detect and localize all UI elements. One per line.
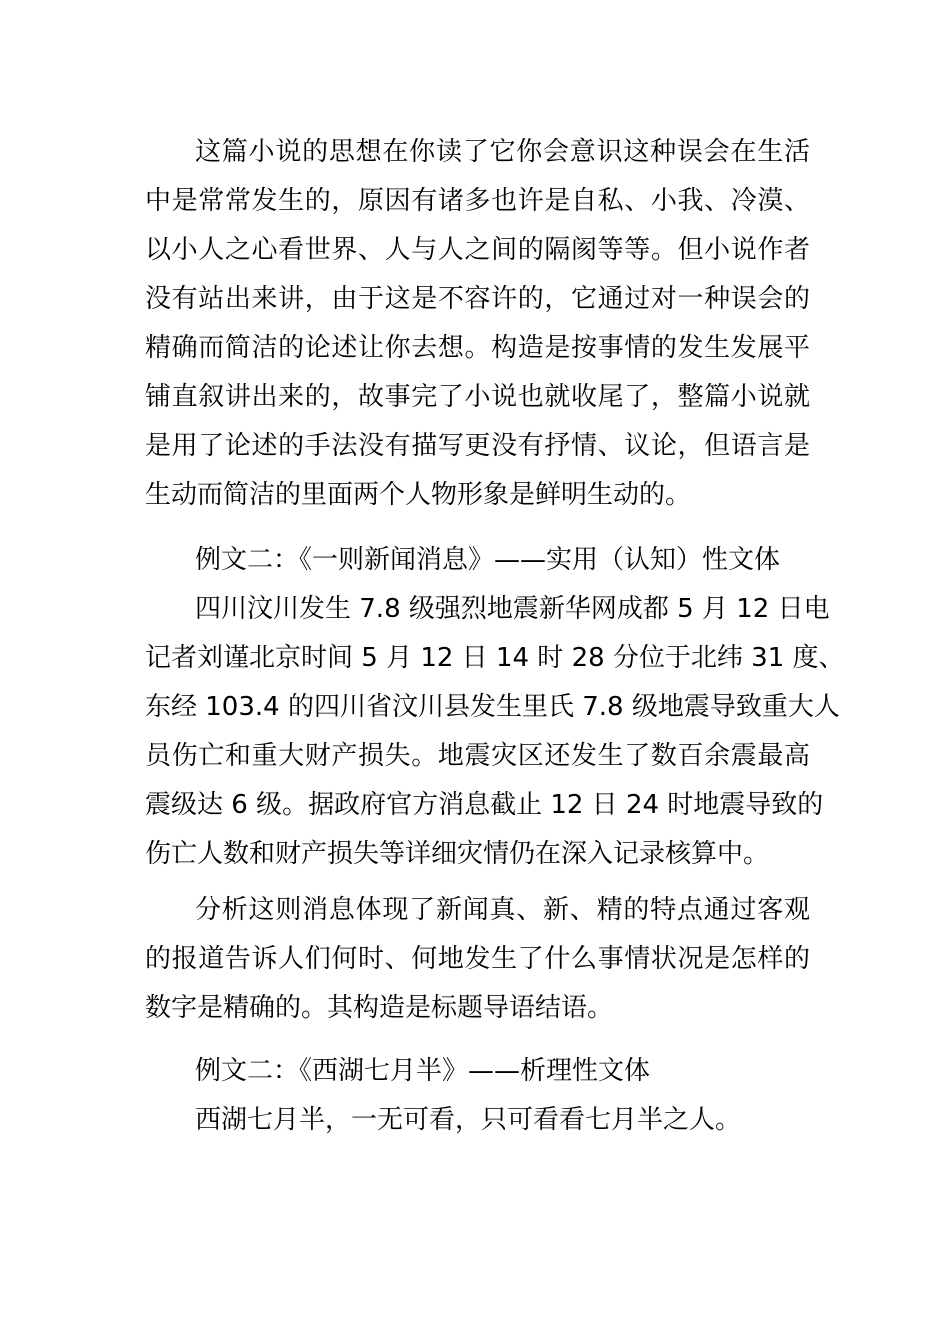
paragraph-1-line-6: 铺直叙讲出来的，故事完了小说也就收尾了，整篇小说就 bbox=[145, 382, 810, 412]
paragraph-1-line-1: 这篇小说的思想在你读了它你会意识这种误会在生活 bbox=[195, 137, 810, 167]
paragraph-1-line-8: 生动而简洁的里面两个人物形象是鲜明生动的。 bbox=[145, 480, 692, 510]
example-heading-news: 例文二：《一则新闻消息》——实用（认知）性文体 bbox=[195, 545, 781, 575]
paragraph-1-line-5: 精确而简洁的论述让你去想。构造是按事情的发生发展平 bbox=[145, 333, 810, 363]
example-heading-xihu: 例文二：《西湖七月半》——析理性文体 bbox=[195, 1056, 651, 1086]
analysis-line-3: 数字是精确的。其构造是标题导语结语。 bbox=[145, 993, 614, 1023]
news-line-2: 记者刘谨北京时间 5 月 12 日 14 时 28 分位于北纬 31 度、 bbox=[145, 643, 845, 673]
news-line-6: 伤亡人数和财产损失等详细灾情仍在深入记录核算中。 bbox=[145, 839, 770, 869]
paragraph-1-line-2: 中是常常发生的，原因有诸多也许是自私、小我、冷漠、 bbox=[145, 186, 810, 216]
analysis-line-1: 分析这则消息体现了新闻真、新、精的特点通过客观 bbox=[195, 895, 810, 925]
paragraph-1-line-4: 没有站出来讲，由于这是不容许的，它通过对一种误会的 bbox=[145, 284, 810, 314]
news-line-4: 员伤亡和重大财产损失。地震灾区还发生了数百余震最高 bbox=[145, 741, 810, 771]
analysis-line-2: 的报道告诉人们何时、何地发生了什么事情状况是怎样的 bbox=[145, 944, 810, 974]
paragraph-1-line-3: 以小人之心看世界、人与人之间的隔阂等等。但小说作者 bbox=[145, 235, 810, 265]
xihu-line-1: 西湖七月半，一无可看，只可看看七月半之人。 bbox=[195, 1105, 742, 1135]
paragraph-1-line-7: 是用了论述的手法没有描写更没有抒情、议论，但语言是 bbox=[145, 431, 810, 461]
news-line-5: 震级达 6 级。据政府官方消息截止 12 日 24 时地震导致的 bbox=[145, 790, 824, 820]
news-line-1: 四川汶川发生 7.8 级强烈地震新华网成都 5 月 12 日电 bbox=[195, 594, 830, 624]
news-line-3: 东经 103.4 的四川省汶川县发生里氏 7.8 级地震导致重大人 bbox=[145, 692, 840, 722]
